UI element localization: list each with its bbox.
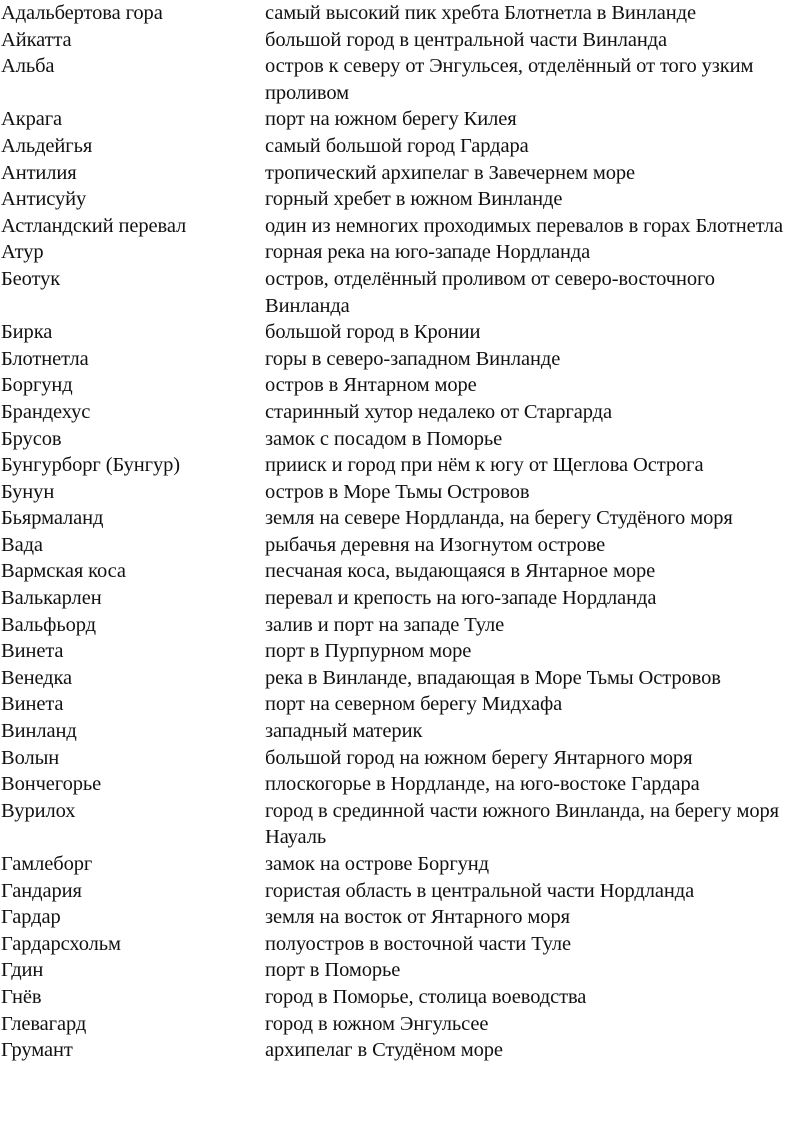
entry-term: Винета — [1, 640, 64, 663]
entry-term: Гамлеборг — [1, 853, 93, 875]
glossary-entry — [0, 0, 790, 27]
entry-term: Беотук — [1, 267, 61, 290]
entry-definition: рыбачья деревня на Изогнутом острове — [265, 533, 606, 556]
entry-term: Бунгурборг (Бунгур) — [1, 454, 180, 477]
entry-definition: остров, отделённый проливом от северо-восточного Винланда — [265, 267, 715, 317]
entry-term: Валькарлен — [1, 587, 102, 610]
glossary-entry — [0, 426, 790, 453]
entry-term: Гандария — [1, 879, 82, 902]
glossary-entry — [0, 585, 790, 612]
glossary-entry — [0, 213, 790, 240]
entry-term: Акрага — [1, 108, 63, 131]
entry-term: Вальфьорд — [1, 613, 96, 636]
entry-definition: горная река на юго-западе Нордланда — [265, 241, 591, 264]
entry-term: Боргунд — [1, 374, 73, 397]
entry-definition: западный материк — [265, 720, 423, 743]
glossary-entry — [0, 638, 790, 665]
entry-definition: большой город в центральной части Винланда — [265, 28, 668, 51]
glossary-entry — [0, 798, 790, 851]
glossary-entry — [0, 1037, 790, 1064]
glossary-entry — [0, 931, 790, 958]
entry-definition: город в срединной части южного Винланда, на берегу моря Науаль — [265, 799, 779, 849]
entry-definition: плоскогорье в Нордланде, на юго-востоке Гардара — [265, 773, 700, 796]
entry-term: Альдейгья — [1, 134, 93, 157]
entry-definition: большой город на южном берегу Янтарного моря — [265, 746, 693, 769]
entry-definition: замок с посадом в Поморье — [265, 427, 503, 450]
entry-definition: горный хребет в южном Винланде — [265, 188, 563, 211]
entry-definition: замок на острове Боргунд — [265, 853, 489, 875]
glossary-entry — [0, 558, 790, 585]
glossary-entry — [0, 745, 790, 772]
glossary-entry — [0, 665, 790, 692]
entry-definition: старинный хутор недалеко от Старгарда — [265, 400, 612, 423]
entry-definition: земля на севере Нордланда, на берегу Студёного моря — [265, 507, 733, 530]
glossary-entry — [0, 186, 790, 213]
entry-term: Винланд — [1, 720, 77, 743]
entry-definition: земля на восток от Янтарного моря — [265, 906, 570, 929]
entry-term: Гнёв — [1, 985, 42, 1008]
entry-definition: большой город в Кронии — [265, 321, 481, 344]
entry-term: Вурилох — [1, 799, 76, 822]
glossary-entry — [0, 266, 790, 319]
glossary-entry — [0, 904, 790, 931]
entry-term: Брандехус — [1, 400, 91, 423]
entry-term: Вармская коса — [1, 560, 126, 583]
entry-term: Блотнетла — [1, 347, 89, 370]
glossary-entry — [0, 399, 790, 426]
glossary-entry — [0, 53, 790, 106]
entry-definition: остров к северу от Энгульсея, отделённый от того узким проливом — [265, 55, 754, 104]
entry-definition: самый высокий пик хребта Блотнетла в Винланде — [265, 2, 696, 24]
glossary-entry — [0, 691, 790, 718]
glossary-entry — [0, 984, 790, 1011]
entry-definition: архипелаг в Студёном море — [265, 1039, 503, 1062]
entry-definition: река в Винланде, впадающая в Море Тьмы Островов — [265, 666, 721, 689]
entry-definition: остров в Море Тьмы Островов — [265, 480, 530, 503]
glossary-entry — [0, 133, 790, 160]
entry-term: Бирка — [1, 321, 53, 344]
entry-definition: порт на северном берегу Мидхафа — [265, 693, 563, 716]
glossary-entry — [0, 851, 790, 878]
entry-definition: порт на южном берегу Килея — [265, 108, 517, 131]
glossary-entry — [0, 957, 790, 984]
glossary-entry — [0, 479, 790, 506]
glossary-entry — [0, 239, 790, 266]
entry-term: Адальбертова гора — [1, 2, 163, 24]
glossary-entry — [0, 372, 790, 399]
glossary-entry — [0, 1011, 790, 1038]
entry-term: Глевагард — [1, 1012, 87, 1035]
entry-definition: прииск и город при нём к югу от Щеглова Острога — [265, 454, 704, 477]
entry-term: Антилия — [1, 161, 77, 184]
entry-definition: порт в Поморье — [265, 959, 401, 982]
glossary-entry — [0, 319, 790, 346]
entry-definition: полуостров в восточной части Туле — [265, 932, 571, 955]
glossary-entry — [0, 771, 790, 798]
entry-term: Бьярмаланд — [1, 507, 104, 530]
entry-term: Винета — [1, 693, 64, 716]
glossary-entry — [0, 505, 790, 532]
entry-term: Айкатта — [1, 28, 72, 51]
entry-definition: город в южном Энгульсее — [265, 1012, 489, 1035]
entry-term: Волын — [1, 746, 60, 769]
entry-term: Вада — [1, 533, 43, 556]
glossary-entry — [0, 612, 790, 639]
entry-term: Гдин — [1, 959, 44, 982]
entry-definition: песчаная коса, выдающаяся в Янтарное море — [265, 560, 656, 583]
glossary-entry — [0, 452, 790, 479]
entry-definition: залив и порт на западе Туле — [265, 613, 505, 636]
entry-definition: город в Поморье, столица воеводства — [265, 985, 587, 1008]
glossary-entry — [0, 27, 790, 54]
glossary-entry — [0, 878, 790, 905]
glossary-entry — [0, 532, 790, 559]
entry-definition: остров в Янтарном море — [265, 374, 477, 397]
glossary-entry — [0, 106, 790, 133]
entry-definition: один из немногих проходимых перевалов в горах Блотнетла — [265, 214, 784, 237]
entry-term: Вончегорье — [1, 773, 102, 796]
entry-term: Гардарсхольм — [1, 932, 121, 955]
entry-definition: перевал и крепость на юго-западе Нордланда — [265, 587, 657, 610]
entry-term: Брусов — [1, 427, 62, 450]
glossary-entry — [0, 346, 790, 373]
glossary-entry — [0, 718, 790, 745]
entry-definition: самый большой город Гардара — [265, 134, 529, 157]
entry-definition: тропический архипелаг в Завечернем море — [265, 161, 636, 184]
entry-term: Антисуйу — [1, 188, 87, 211]
entry-definition: горы в северо-западном Винланде — [265, 347, 561, 370]
entry-term: Венедка — [1, 666, 73, 689]
entry-term: Астландский перевал — [1, 214, 187, 237]
entry-term: Альба — [1, 55, 55, 78]
entry-definition: порт в Пурпурном море — [265, 640, 472, 663]
entry-definition: гористая область в центральной части Нордланда — [265, 879, 695, 902]
entry-term: Бунун — [1, 480, 55, 503]
entry-term: Атур — [1, 241, 44, 264]
glossary-entry — [0, 160, 790, 187]
entry-term: Гардар — [1, 906, 61, 929]
entry-term: Грумант — [1, 1039, 73, 1062]
